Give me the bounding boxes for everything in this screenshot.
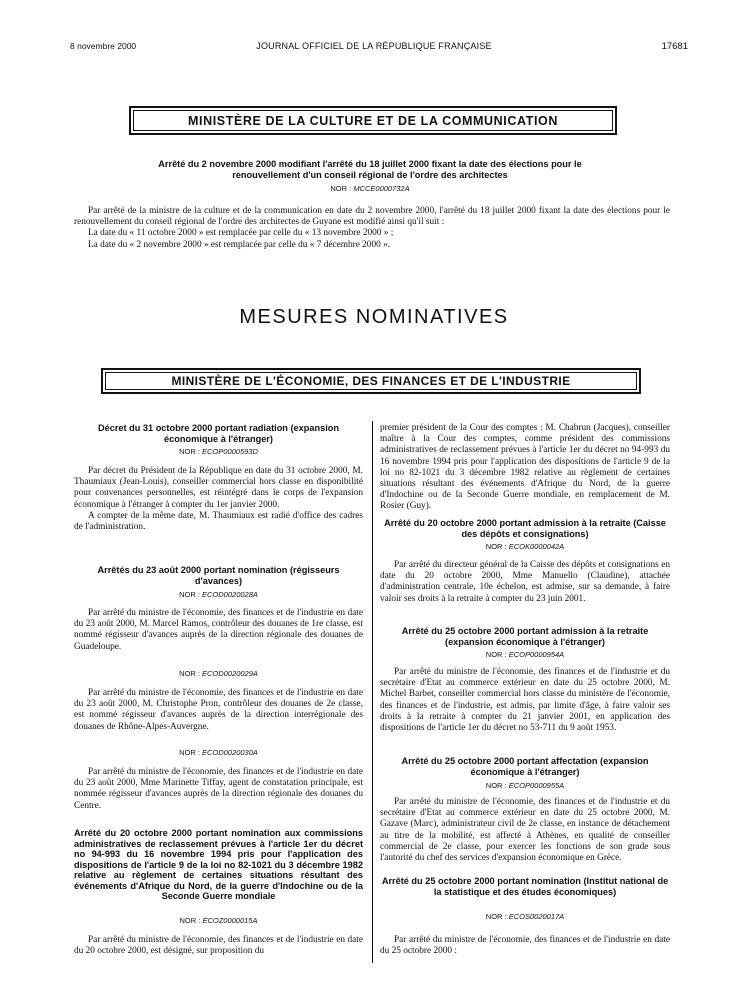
- nor-code: ECOS0020017A: [508, 912, 565, 921]
- decree-body: [380, 935, 670, 957]
- decree-title: Arrêtés du 23 août 2000 portant nomination (régisseurs d'avances): [97, 565, 340, 586]
- decree-body: [380, 667, 670, 734]
- decree-title: Arrêté du 20 octobre 2000 portant admission à la retraite (Caisse des dépôts et consignations): [384, 518, 666, 539]
- ministry-economie-heading: MINISTÈRE DE L'ÉCONOMIE, DES FINANCES ET DE L'INDUSTRIE: [171, 374, 571, 388]
- paragraph: premier président de la Cour des comptes : M. Chabrun (Jacques), conseiller maître à la Cour des comptes, comme président des commissions administratives de reclassement prévues à l'article 1er du décret no 94-993 du 16 novembre 1994 pris pour l'application des dispositions de l'article 9 de la loi no 82-1021 du 3 décembre 1982 relative au règlement de certaines situations résultant des événements d'Afrique du Nord, de la guerre d'Indochine ou de la Seconde Guerre mondiale, en remplacement de M. Rosier (Guy).: [380, 423, 670, 512]
- nor-code: ECOP0000955A: [508, 781, 565, 790]
- decree-title: Arrêté du 25 octobre 2000 portant admission à la retraite (expansion économique à l'étranger): [401, 626, 649, 647]
- ministry-culture-heading: MINISTÈRE DE LA CULTURE ET DE LA COMMUNICATION: [188, 113, 558, 128]
- nor-code: MCCE0000732A: [353, 184, 410, 193]
- nor-line: NOR : ECOD0020029A: [179, 669, 258, 678]
- paragraph: A compter de la même date, M. Thaumiaux est radié d'office des cadres de l'administration.: [74, 510, 363, 533]
- nor-label: NOR :: [330, 184, 352, 193]
- paragraph: La date du « 11 octobre 2000 » est remplacée par celle du « 13 novembre 2000 » ;: [88, 228, 394, 239]
- nor-code: ECOP0000954A: [508, 650, 565, 659]
- decree-title: Arrêté du 20 octobre 2000 portant nomination aux commissions administratives de reclassement prévues à l'article 1er du décret no 94-993 du 16 novembre 1994 pris pour l'application des dispositions de l'article 9 de la loi no 82-1021 du 3 décembre 1982 relative au règlement de certaines situations résultant des événements d'Afrique du Nord, de la guerre d'Indochine ou de la Seconde Guerre mondiale: [74, 828, 363, 901]
- paragraph: Par arrêté du ministre de l'économie, des finances et de l'industrie en date du 25 octobre 2000 :: [380, 935, 670, 957]
- header-journal-title: JOURNAL OFFICIEL DE LA RÉPUBLIQUE FRANÇAISE: [256, 41, 492, 51]
- nor-line: NOR : ECOZ0000015A: [179, 916, 258, 925]
- header-date: 8 novembre 2000: [70, 41, 137, 51]
- nor-line: NOR : ECOD0020030A: [179, 748, 258, 757]
- column-divider: [372, 421, 373, 963]
- nor-line: NOR : ECOD0020028A: [179, 590, 258, 599]
- decree-body: [74, 608, 363, 653]
- paragraph: Par arrêté du ministre de l'économie, des finances et de l'industrie en date du 23 août 2000, Mme Marinette Tiffay, agent de constatation principale, est nommée régisseur d'avances auprès de la direction régionale des douanes du Centre.: [74, 767, 363, 811]
- nor-line: NOR : ECOS0020017A: [485, 912, 565, 921]
- nor-code: ECOK0000042A: [508, 542, 565, 551]
- decree-title: Décret du 31 octobre 2000 portant radiation (expansion économique à l'étranger): [98, 423, 339, 444]
- nor-code: ECOD0020028A: [202, 590, 258, 599]
- paragraph: Par arrêté du ministre de l'économie, des finances et de l'industrie et du secrétaire d'Etat au commerce extérieur en date du 25 octobre 2000, M. Michel Barbet, conseiller commercial hors classe du ministère de l'économie, des finances et de l'industrie, est admis, par limite d'âge, à faire valoir ses droits à la retraite à compter du 21 janvier 2001, en application des dispositions de l'article 1er du décret no 53-711 du 9 août 1953.: [380, 667, 670, 734]
- decree-body: [74, 767, 363, 812]
- paragraph: Par arrêté du directeur général de la Caisse des dépôts et consignations en date du 20 octobre 2000, Mme Manuello (Claudine), attachée d'administration centrale, 10e échelon, est admise, sur sa demande, à faire valoir ses droits à la retraite à compter du 23 juin 2001.: [380, 560, 670, 604]
- nor-code: ECOZ0000015A: [202, 916, 258, 925]
- paragraph: Par arrêté du ministre de l'économie, des finances et de l'industrie en date du 20 octobre 2000, est désigné, sur proposition du: [74, 935, 363, 957]
- paragraph: Par décret du Président de la République en date du 31 octobre 2000, M. Thaumiaux (Jean-Louis), conseiller commercial hors classe en disponibilité pour convenances personnelles, est réintégré dans le corps de l'expansion économique à l'étranger à compter du 1er janvier 2000.: [74, 466, 363, 510]
- nor-line: NOR : ECOP0000954A: [485, 650, 565, 659]
- nor-line: NOR : ECOK0000042A: [485, 542, 565, 551]
- nor-code: ECOP0000593D: [202, 447, 258, 456]
- nor-code: ECOD0020029A: [202, 669, 258, 678]
- header-page-number: 17681: [661, 41, 688, 52]
- paragraph: Par arrêté de la ministre de la culture et de la communication en date du 2 novembre 2000, l'arrêté du 18 juillet 2000 fixant la date des élections pour le renouvellement du conseil régional de l'ordre des architectes de Guyane est modifié ainsi qu'il suit :: [74, 206, 670, 228]
- nor-code: ECOD0020030A: [202, 748, 258, 757]
- decree-body: [74, 688, 363, 733]
- paragraph: Par arrêté du ministre de l'économie, des finances et de l'industrie en date du 23 août 2000, M. Christophe Pron, contrôleur des douanes de 2e classe, est nommé régisseur d'avances auprès de la direction interrégionale des douanes de Rhône-Alpes-Auvergne.: [74, 688, 363, 732]
- culture-nor: [130, 184, 610, 193]
- decree-title: Arrêté du 25 octobre 2000 portant nomination (Institut national de la statistique et des études économiques): [381, 876, 669, 897]
- decree-body: [380, 560, 670, 605]
- section-title-mesures: MESURES NOMINATIVES: [239, 306, 509, 328]
- paragraph: Par arrêté du ministre de l'économie, des finances et de l'industrie et du secrétaire d'Etat au commerce extérieur en date du 25 octobre 2000, M. Gazave (Marc), administrateur civil de 2e classe, en instance de détachement au titre de la mobilité, est affecté à Athènes, en qualité de conseiller commercial de 2e classe, pour exercer les fonctions de son grade sous l'autorité du chef des services d'expansion économique en Grèce.: [380, 797, 670, 864]
- culture-decree-title: Arrêté du 2 novembre 2000 modifiant l'arrêté du 18 juillet 2000 fixant la date des élections pour le renouvellement d'un conseil régional de l'ordre des architectes: [158, 159, 582, 180]
- nor-line: NOR : ECOP0000593D: [179, 447, 258, 456]
- decree-title: Arrêté du 25 octobre 2000 portant affectation (expansion économique à l'étranger): [401, 756, 649, 777]
- decree-body-continued: [380, 423, 670, 513]
- paragraph: Par arrêté du ministre de l'économie, des finances et de l'industrie en date du 23 août 2000, M. Marcel Ramos, contrôleur des douanes de 1re classe, est nommé régisseur d'avances auprès de la direction régionale des douanes de Guadeloupe.: [74, 608, 363, 652]
- decree-body: [74, 935, 363, 957]
- paragraph: La date du « 2 novembre 2000 » est remplacée par celle du « 7 décembre 2000 ».: [88, 239, 391, 250]
- ministry-culture-box: [129, 106, 617, 135]
- decree-body: [74, 466, 363, 533]
- ministry-economie-box: [101, 368, 641, 394]
- culture-body: [74, 206, 670, 251]
- decree-body: [380, 797, 670, 864]
- nor-line: NOR : ECOP0000955A: [485, 781, 565, 790]
